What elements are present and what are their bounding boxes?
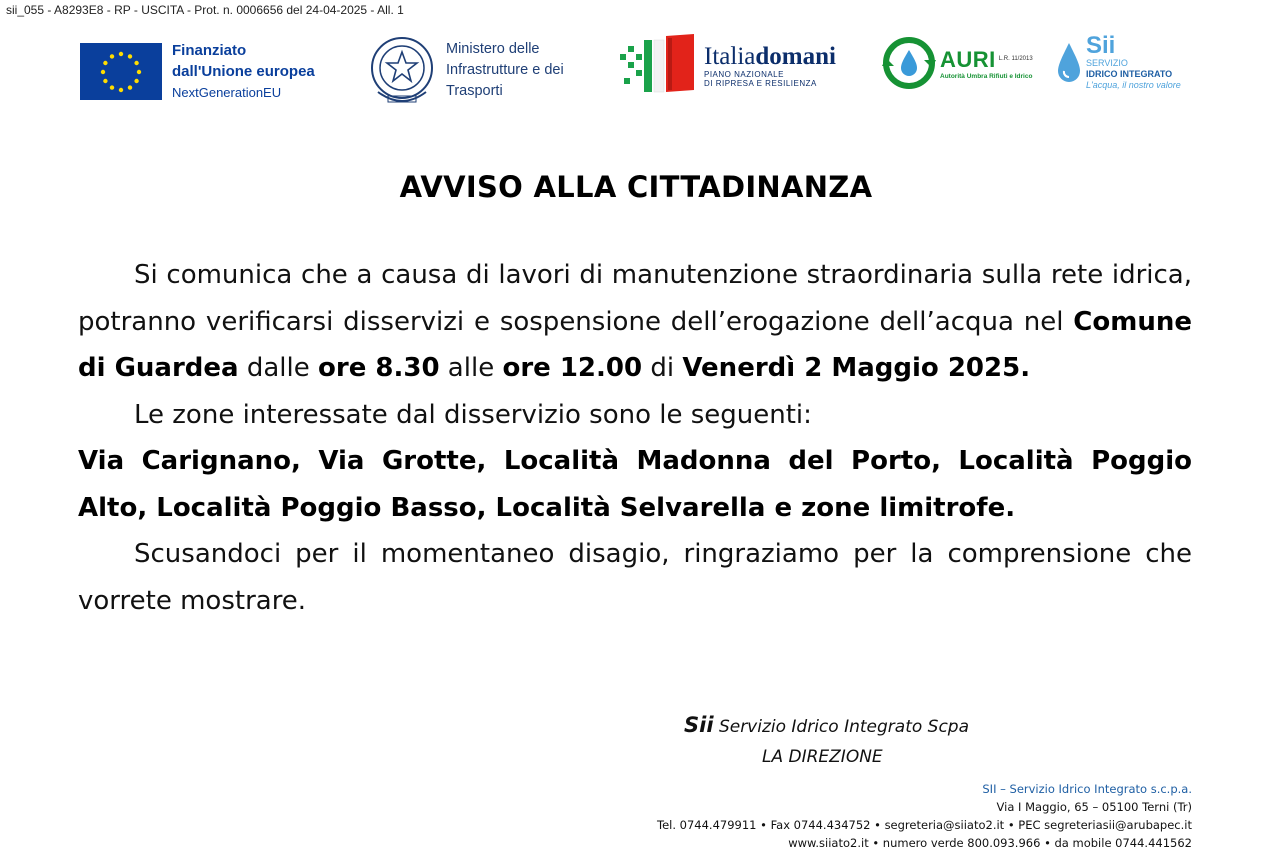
eu-flag-icon — [80, 43, 162, 100]
footer — [657, 780, 1192, 850]
notice-paragraph-3: Scusandoci per il momentaneo disagio, ringraziamo per la comprensione che vorrete mostrare. — [78, 539, 1192, 616]
footer-company: SII – Servizio Idrico Integrato s.c.p.a. — [982, 782, 1192, 796]
signature-sii: Sii — [684, 713, 714, 737]
auri-sub: Autorità Umbra Rifiuti e Idrico — [940, 72, 1033, 80]
italiadomani-sub1: PIANO NAZIONALE — [704, 70, 784, 79]
mit-logo — [368, 32, 564, 108]
italiadomani-flag-icon — [618, 32, 698, 100]
sii-tagline: L'acqua, il nostro valore — [1086, 80, 1181, 90]
protocol-stamp: sii_055 - A8293E8 - RP - USCITA - Prot. n. 0006656 del 24-04-2025 - All. 1 — [6, 3, 404, 17]
auri-name: AURI — [940, 46, 996, 72]
page-title: AVVISO ALLA CITTADINANZA — [399, 170, 873, 204]
italiadomani-title: Italiadomani — [704, 43, 836, 70]
sii-line2: IDRICO INTEGRATO — [1086, 69, 1173, 79]
sii-logo — [1056, 34, 1181, 91]
mit-line2: Infrastrutture e dei — [446, 61, 564, 78]
mit-line1: Ministero delle — [446, 40, 540, 57]
signature-company: Servizio Idrico Integrato Scpa — [718, 717, 970, 737]
signature — [684, 710, 969, 772]
notice-body — [78, 252, 1192, 624]
footer-address: Via I Maggio, 65 – 05100 Terni (Tr) — [996, 800, 1192, 814]
signature-direction: LA DIREZIONE — [762, 747, 883, 767]
eu-line1: Finanziato — [172, 42, 247, 59]
italiadomani-logo — [618, 32, 836, 100]
mit-line3: Trasporti — [446, 82, 503, 99]
eu-line2: dall'Unione europea — [172, 63, 315, 80]
italiadomani-sub2: DI RIPRESA E RESILIENZA — [704, 79, 817, 88]
italian-emblem-icon — [368, 32, 436, 108]
notice-paragraph-1: Si comunica che a causa di lavori di manutenzione straordinaria sulla rete idrica, potranno verificarsi disservizi e sospensione dell’erogazione dell’acqua nel Comune di Guardea dalle ore 8.30 alle ore 12.00 di Venerdì 2 Maggio 2025. — [78, 260, 1192, 383]
auri-logo — [882, 36, 1033, 90]
sii-name: Sii — [1086, 32, 1116, 59]
footer-contacts: Tel. 0744.479911 • Fax 0744.434752 • segreteria@siiato2.it • PEC segreteriasii@arubapec.it — [657, 818, 1192, 832]
affected-zones: Via Carignano, Via Grotte, Località Madonna del Porto, Località Poggio Alto, Località Poggio Basso, Località Selvarella e zone limitrofe. — [78, 446, 1192, 523]
eu-logo — [80, 40, 315, 103]
auri-recycle-icon — [882, 36, 936, 90]
auri-law: L.R. 11/2013 — [998, 56, 1033, 63]
notice-paragraph-2: Le zone interessate dal disservizio sono le seguenti: — [134, 399, 812, 430]
sii-line1: SERVIZIO — [1086, 58, 1128, 68]
footer-web: www.siiato2.it • numero verde 800.093.966 • da mobile 0744.441562 — [788, 836, 1192, 850]
water-drop-icon — [1056, 41, 1082, 85]
eu-line3: NextGenerationEU — [172, 85, 282, 100]
